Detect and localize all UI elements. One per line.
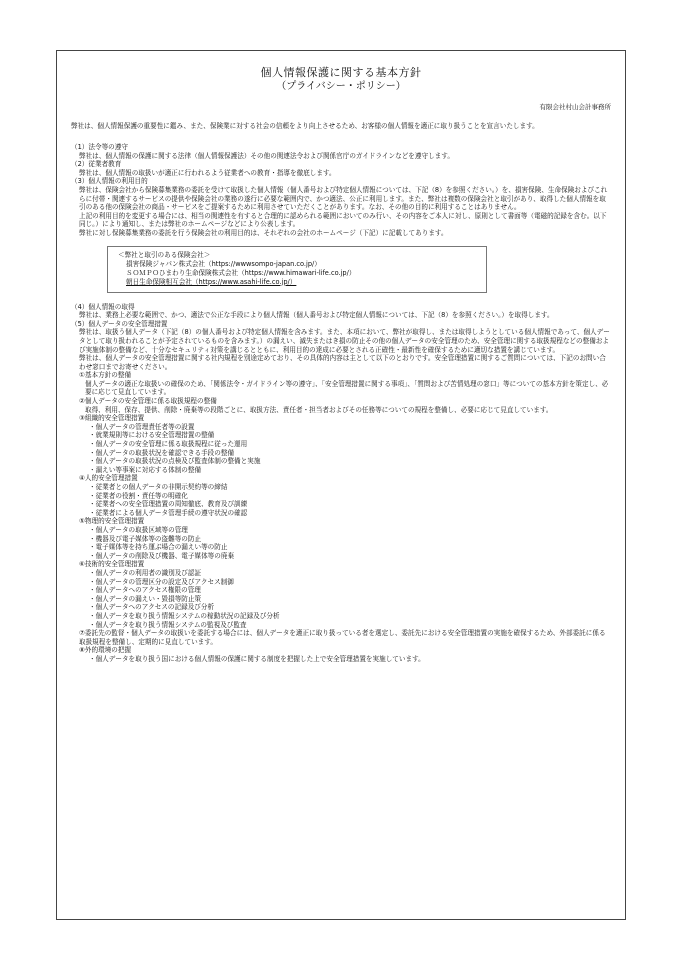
- list-item: ・従業者の役割・責任等の明確化: [89, 491, 188, 500]
- insurer-link-himawari[interactable]: ＳＯＭＰＯひまわり生命保険株式会社（https://www.himawari-life.co.jp/）: [126, 268, 356, 277]
- section-2-heading: （2）従業者教育: [71, 160, 122, 169]
- list-item: ・個人データを取り扱う情報システムの稼動状況の記録及び分析: [89, 611, 280, 620]
- insurer-list-box: [107, 246, 487, 293]
- list-item: ・個人データの取扱状況を確認できる手段の整備: [89, 448, 235, 457]
- section-1-heading: （1）法令等の遵守: [71, 143, 128, 151]
- item-1-heading: ①基本方針の整備: [79, 371, 132, 380]
- section-3-body-3: 弊社に対し保険募集業務の委託を行う保険会社の利用目的は、それぞれの会社のホームページ（下記）に記載してあります。: [79, 228, 448, 237]
- item-8-heading: ⑧外的環境の把握: [79, 646, 132, 655]
- list-item: ・就業規則等における安全管理措置の整備: [89, 431, 215, 440]
- item-8-body: ・個人データを取り扱う国における個人情報の保護に関する制度を把握した上で安全管理措置を実施しています。: [89, 654, 425, 663]
- item-4-heading: ④人的安全管理措置: [79, 474, 138, 483]
- list-item: ・個人データへのアクセスの記録及び分析: [89, 603, 215, 612]
- intro-paragraph: 弊社は、個人情報保護の重要性に鑑み、また、保険業に対する社会の信頼をより向上させるため、お客様の個人情報を適正に取り扱うことを宣言いたします。: [71, 122, 539, 130]
- list-item: ・従業者による個人データ管理手続の遵守状況の確認: [89, 508, 248, 517]
- section-5-body-1: 弊社は、取扱う個人データ（下記（8）の個人番号および特定個人情報を含みます。また、本項において、弊社が取得し、または取得しようとしている個人情報であって、個人データとして取り扱われることが予定されているものを含みます。）の漏えい、滅失またはき損の防止その他の個人データの安全管理のため、安全管理に関する取扱規程などの整備および実施体制の整備など、十分なセキュリティ対策を講じるとともに、利用目的の達成に必要とされる正確性・最新性を確保するために適切な措置を講じています。: [79, 328, 610, 354]
- section-3-heading: （3）個人情報の利用目的: [71, 177, 148, 186]
- document-subtitle: （プライバシー・ポリシー）: [276, 81, 406, 92]
- item-2-heading: ②個人データの安全管理に係る取扱規程の整備: [79, 397, 217, 406]
- list-item: ・機器及び電子媒体等の盗難等の防止: [89, 534, 202, 543]
- list-item: ・個人データの管理責任者等の設置: [89, 422, 195, 431]
- insurer-list-heading: ＜弊社と取引のある保険会社＞: [118, 250, 211, 259]
- section-3-body-2: 上記の利用目的を変更する場合には、相当の関連性を有すると合理的に認められる範囲においてのみ行い、その内容をご本人に対し、原則として書面等（電磁的記録を含む。以下同じ。）により通知し、または弊社のホームページなどにより公表します。: [79, 211, 607, 229]
- section-1-body: 弊社は、個人情報の保護に関する法律（個人情報保護法）その他の関連法令および関係官庁のガイドラインなどを遵守します。: [79, 151, 454, 160]
- insurer-link-asahi[interactable]: 朝日生命保険相互会社（https://www.asahi-life.co.jp/）: [126, 277, 297, 286]
- item-3-heading: ③組織的安全管理措置: [79, 414, 145, 423]
- list-item: ・個人データの管理区分の設定及びアクセス制御: [89, 577, 234, 586]
- list-item: ・個人データの利用者の識別及び認証: [89, 568, 202, 577]
- item-7-body: ⑦委託先の監督・個人データの取扱いを委託する場合には、個人データを適正に取り扱っている者を選定し、委託先における安全管理措置の実施を確保するため、外部委託に係る取扱規程を整備し、定期的に見直しています。: [79, 629, 606, 646]
- item-2-body: 取得、利用、保存、提供、削除・廃棄等の段階ごとに、取扱方法、責任者・担当者およびその任務等についての規程を整備し、必要に応じて見直しています。: [85, 405, 553, 414]
- insurer-link-sompo-japan[interactable]: 損害保険ジャパン株式会社（https://wwwsompo-japan.co.jp/）: [126, 259, 321, 268]
- section-4-body: 弊社は、業務上必要な範囲で、かつ、適法で公正な手段により個人情報（個人番号および特定個人情報については、下記（8）を参照ください。）を取得します。: [79, 311, 554, 320]
- section-5-body-2: 弊社は、個人データの安全管理措置に関する社内規程を別途定めており、その具体的内容は主として以下のとおりです。安全管理措置に関するご質問については、下記のお問い合わせ窓口までお寄せください。: [79, 354, 606, 371]
- list-item: ・個人データの漏えい・毀損等防止策: [89, 594, 202, 603]
- list-item: ・漏えい等事案に対応する体制の整備: [89, 465, 202, 474]
- section-4-heading: （4）個人情報の取得: [71, 302, 135, 311]
- company-name: 有限会社村山会計事務所: [539, 103, 611, 111]
- item-1-body: 個人データの適正な取扱いの確保のため、「関係法令・ガイドライン等の遵守」、「安全管理措置に関する事項」、「質問および苦情処理の窓口」等についての基本方針を策定し、必要に応じて見直しています。: [85, 379, 609, 397]
- section-2-body: 弊社は、個人情報の取扱いが適正に行われるよう従業者への教育・指導を徹底します。: [79, 168, 336, 177]
- list-item: ・個人データの取扱状況の点検及び監査体制の整備と実施: [89, 457, 261, 466]
- list-item: ・個人データの取扱区域等の管理: [89, 525, 188, 534]
- policy-document: [56, 50, 626, 920]
- list-item: ・個人データの安全管理に係る取扱規程に従った運用: [89, 440, 248, 449]
- list-item: ・従業者との個人データの非開示契約等の締結: [89, 483, 228, 491]
- section-5-heading: （5）個人データの安全管理措置: [71, 319, 168, 328]
- list-item: ・電子媒体等を持ち運ぶ場合の漏えい等の防止: [89, 543, 228, 552]
- list-item: ・個人データの削除及び機器、電子媒体等の廃棄: [89, 551, 235, 560]
- list-item: ・個人データを取り扱う情報システムの監視及び監査: [89, 620, 247, 629]
- section-3-body-1: 弊社は、保険会社から保険募集業務の委託を受けて取扱した個人情報（個人番号および特定個人情報については、下記（8）を参照ください。）を、損害保険、生命保険およびこれらに付帯・関連するサービスの提供や保険会社の業務の遂行に必要な範囲内で、かつ適法、公正に利用します。また、弊社は複数の保険会社と取引があり、取得した個人情報を取引のある他の保険会社の商品・サービスをご提案するために利用させていただくことがあります。なお、その他の目的に利用することはありません。: [79, 185, 608, 212]
- document-title: 個人情報保護に関する基本方針: [260, 66, 422, 79]
- list-item: ・個人データへのアクセス権限の管理: [89, 586, 201, 595]
- item-5-heading: ⑤物理的安全管理措置: [79, 517, 145, 526]
- item-6-heading: ⑥技術的安全管理措置: [79, 560, 145, 569]
- list-item: ・従業者への安全管理措置の周知徹底、教育及び訓練: [89, 500, 248, 509]
